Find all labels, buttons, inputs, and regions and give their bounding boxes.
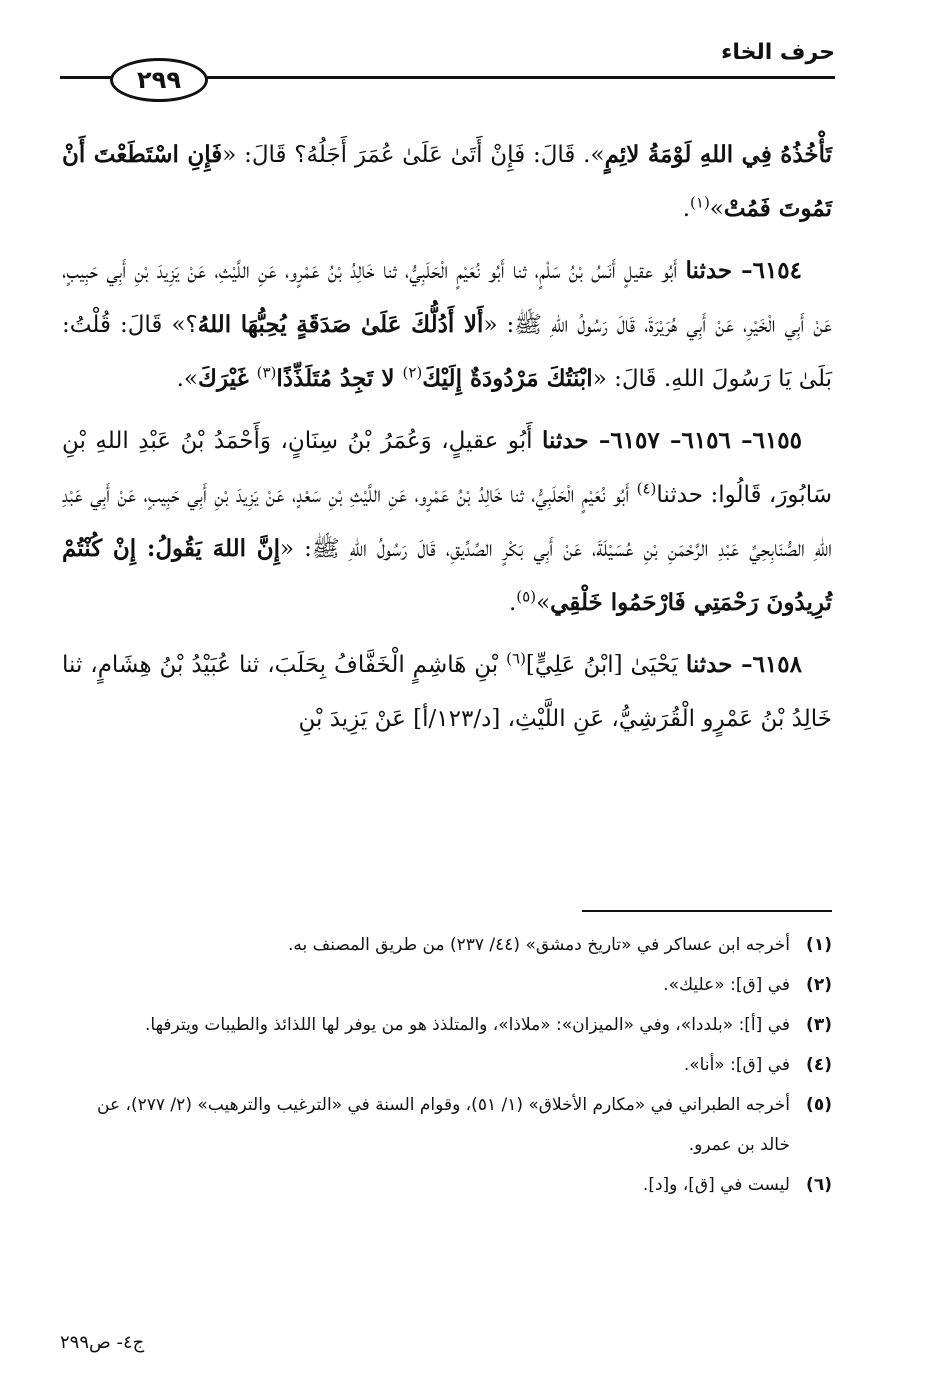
hadith-number: ٦١٥٤– xyxy=(732,257,803,284)
hadith-quote: إِنَّ اللهَ يَقُولُ: إِنْ كُنْتُمْ تُرِيدُونَ رَحْمَتِي فَارْحَمُوا خَلْقِي xyxy=(62,535,832,616)
footnote-separator xyxy=(582,910,832,912)
footnote-item xyxy=(62,1165,832,1205)
text-run: ». قَالَ: فَإِنْ أَتَىٰ عَلَىٰ عُمَرَ أَجَلُهُ؟ قَالَ: « xyxy=(222,142,605,168)
footnote-text: في [ق]: «أنا». xyxy=(683,1055,790,1075)
footnote-ref: (٢) xyxy=(402,363,423,382)
volume-page-marker: ج٤- ص٢٩٩ xyxy=(60,1332,145,1353)
text-run: ». xyxy=(176,366,198,392)
footnote-number: (٤) xyxy=(806,1055,832,1075)
footnote-text: في [أ]: «بلددا»، وفي «الميزان»: «ملاذا»، والمتلذذ هو من يوفر لها اللذائذ والطيبات ويترفها. xyxy=(145,1015,790,1035)
footnote-number: (٥) xyxy=(806,1095,832,1115)
hadith-quote: لا تَجِدُ مُتَلَذِّذًا xyxy=(276,365,403,392)
footnote-item xyxy=(62,1045,832,1085)
paragraph-6155 xyxy=(62,414,832,630)
text-run: ؟» قَالَ: قُلْتُ: بَلَىٰ يَا رَسُولَ اللهِ. قَالَ: « xyxy=(62,312,832,392)
footnote-ref: (٥) xyxy=(516,587,537,606)
footnote-number: (١) xyxy=(806,935,832,955)
paragraph-6158 xyxy=(62,638,832,746)
footnote-number: (٣) xyxy=(806,1015,832,1035)
text-run: » xyxy=(536,590,551,616)
hadith-quote: تَأْخُذُهُ فِي اللهِ لَوْمَةُ لائِمٍ xyxy=(604,141,833,168)
hadith-quote: غَيْرَكَ xyxy=(198,365,257,392)
footnote-text: في [ق]: «عليك». xyxy=(663,975,790,995)
text-run: أَبُو عقيلٍ، وَعُمَرُ بْنُ سِنَانٍ، وَأَحْمَدُ بْنُ عَبْدِ اللهِ بْنِ سَابُورَ، قَالُوا: حدثنا xyxy=(62,428,832,508)
footnote-ref: (١) xyxy=(690,193,710,212)
footnote-text: أخرجه الطبراني في «مكارم الأخلاق» (١/ ٥١)، وقوام السنة في «الترغيب والترهيب» (٢/ ٢٧٧)، عن خالد بن عمرو. xyxy=(97,1095,790,1155)
footnotes xyxy=(62,925,832,1205)
footnote-number: (٦) xyxy=(806,1175,832,1195)
paragraph-1 xyxy=(62,128,832,236)
text-run: . xyxy=(682,196,691,222)
main-text xyxy=(62,128,832,746)
text-run: بْنِ هَاشِمٍ الْخَفَّافُ بِحَلَبَ، ثنا عُبَيْدُ بْنُ هِشَامٍ، ثنا خَالِدُ بْنُ عَمْرٍو الْقُرَشِيُّ، عَنِ اللَّيْثِ، [د/١٢٣/أ] عَنْ يَزِيدَ بْنِ xyxy=(62,652,832,732)
footnote-text: أخرجه ابن عساكر في «تاريخ دمشق» (٤٤/ ٢٣٧) من طريق المصنف به. xyxy=(288,935,790,955)
hadith-quote: أَلا أَدُلُّكَ عَلَىٰ صَدَقَةٍ يُحِبُّهَا اللهُ xyxy=(197,311,484,338)
hadith-number: ٦١٥٨– xyxy=(732,651,802,678)
narration-keyword: حدثنا xyxy=(685,257,733,284)
text-run: » xyxy=(709,196,724,222)
footnote-text: ليست في [ق]، و[د]. xyxy=(642,1175,790,1195)
hadith-quote: ابْنَتُكَ مَرْدُودَةٌ إِلَيْكَ xyxy=(422,365,593,392)
hadith-quote: فَإِنِ اسْتَطَعْتَ أَنْ تَمُوتَ فَمُتْ xyxy=(62,141,832,222)
footnote-ref: (٦) xyxy=(506,649,526,668)
page-number-badge: ٢٩٩ xyxy=(110,58,208,102)
narration-keyword: حدثنا xyxy=(542,427,589,454)
footnote-item xyxy=(62,1085,832,1165)
footnote-number: (٢) xyxy=(806,975,832,995)
text-run: يَحْيَىٰ [ابْنُ عَلِيٍّ] xyxy=(525,652,686,678)
footnote-item xyxy=(62,925,832,965)
text-run: أَبُو نُعَيْمٍ الْحَلَبِيُّ، ثنا خَالِدُ بْنُ عَمْرٍو، عَنِ اللَّيْثِ بْنِ سَعْدٍ، عَنْ يَزِيدَ بْنِ أَبِي حَبِيبٍ، عَنْ أَبِي عَبْدِ اللهِ الصُّنَابِحِيِّ عَبْدِ الرَّحْمَنِ بْنِ عُسَيْلَةَ، عَنْ أَبِي بَكْرٍ الصِّدِّيقِ، قَالَ رَسُولُ اللهِ ﷺ: « xyxy=(62,482,832,562)
footnote-item xyxy=(62,965,832,1005)
footnote-ref: (٤) xyxy=(636,479,657,498)
text-run: . xyxy=(508,590,517,616)
footnote-ref: (٣) xyxy=(256,363,277,382)
footnote-item xyxy=(62,1005,832,1045)
narration-keyword: حدثنا xyxy=(685,651,733,678)
paragraph-6154 xyxy=(62,244,832,406)
chapter-header: حرف الخاء xyxy=(721,40,835,65)
text-run: أَبُو عقيلٍ أَنَسُ بْنُ سَلْمٍ، ثنا أَبُو نُعَيْمٍ الْحَلَبِيُّ، ثنا خَالِدُ بْنُ عَمْرٍو، عَنِ اللَّيْثِ، عَنْ يَزِيدَ بْنِ أَبِي حَبِيبٍ، عَنْ أَبِي الْخَيْرِ، عَنْ أَبِي هُرَيْرَةَ، قَالَ رَسُولُ اللهِ ﷺ: « xyxy=(62,258,833,338)
hadith-number: ٦١٥٥– ٦١٥٦– ٦١٥٧– xyxy=(588,427,803,454)
